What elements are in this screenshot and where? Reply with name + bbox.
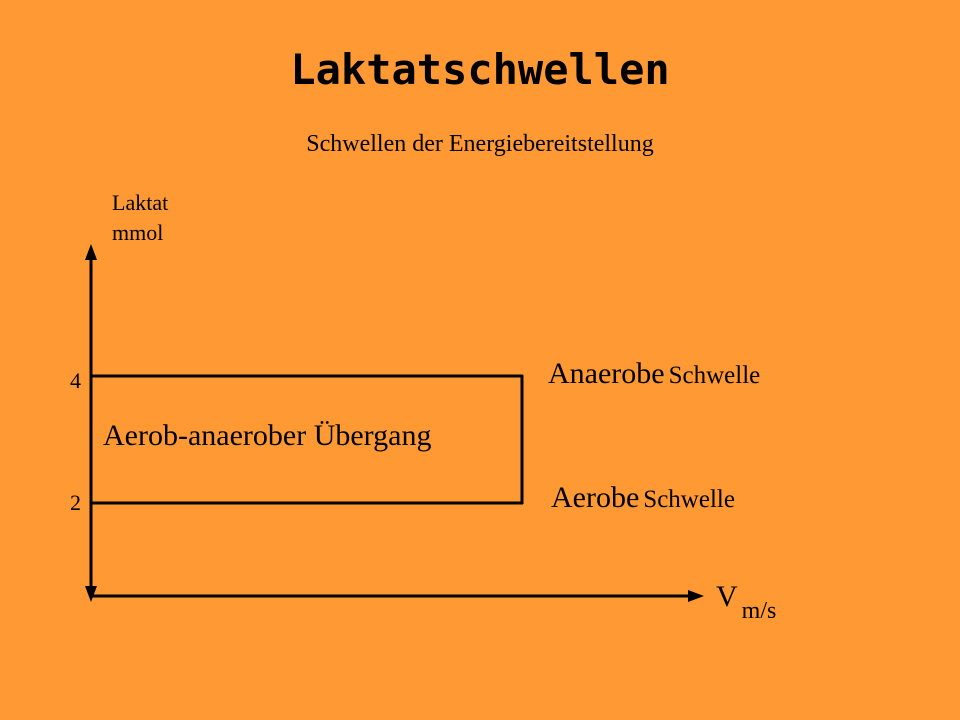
y-axis-label [112,188,168,248]
aerobic-threshold-label [551,478,735,523]
slide-title: Laktatschwellen [290,45,670,94]
y-axis-label-unit: mmol [112,220,164,245]
anaerobic-threshold-sub: Schwelle [668,362,761,389]
x-axis-arrow [688,590,704,602]
y-axis-arrow-top [85,244,97,260]
y-axis-label-quantity: Laktat [112,190,169,215]
anaerobic-threshold-label [548,354,760,399]
anaerobic-threshold-main: Anaerobe [548,357,665,390]
aerobic-threshold-sub: Schwelle [643,486,735,513]
y-tick-2: 2 [70,490,81,515]
transition-region-label: Aerob-anaerober Übergang [103,419,432,452]
x-axis-label-quantity: V [716,580,738,613]
x-axis-label-unit: m/s [741,598,777,624]
y-axis-arrow-bottom [85,586,97,602]
x-axis-label [716,580,777,624]
aerobic-threshold-main: Aerobe [551,481,640,514]
y-tick-4: 4 [70,368,81,393]
slide-subtitle: Schwellen der Energiebereitstellung [306,131,654,157]
